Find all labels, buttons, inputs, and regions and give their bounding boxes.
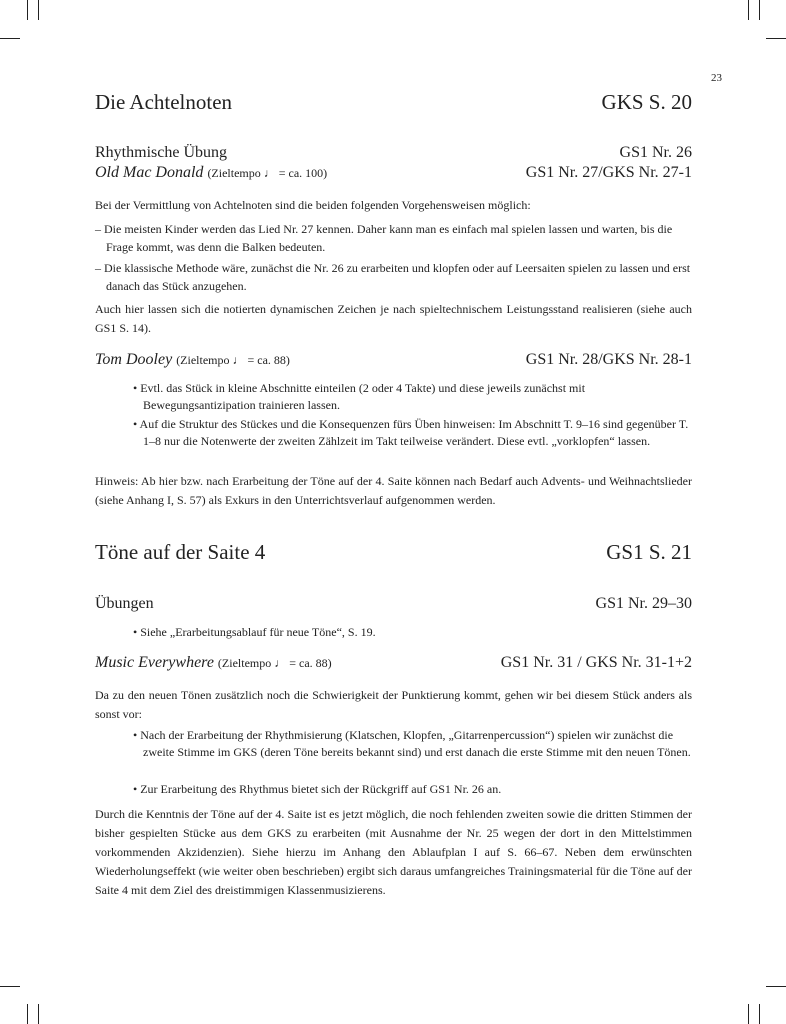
song1-tempo: (Zieltempo ♩ = ca. 100) bbox=[207, 166, 328, 180]
crop-mark-bottom-left-v1 bbox=[27, 1004, 28, 1024]
song2-bullet-2: • Auf die Struktur des Stückes und die Konsequenzen fürs Üben hinweisen: Im Abschnitt T. 9–16 sind gegenüber T. 1–8 nur die Notenwerte der zweiten Zählzeit im Takt teilweise verändert. Diese evtl. „vorklopfen“ lassen. bbox=[133, 417, 689, 448]
section2-intro: Da zu den neuen Tönen zusätzlich noch die Schwierigkeit der Punktierung kommt, gehen wir bei diesem Stück anders als sonst vor: bbox=[95, 688, 692, 721]
section2-exercise-label: Übungen bbox=[95, 595, 154, 612]
section1-ref: GKS S. 20 bbox=[601, 90, 692, 114]
section2-ref: GS1 S. 21 bbox=[606, 540, 692, 564]
crop-mark-bottom-right-v1 bbox=[748, 1004, 749, 1024]
crop-mark-bottom-left-h bbox=[0, 986, 20, 987]
section1-exercise-ref: GS1 Nr. 26 bbox=[619, 144, 692, 161]
crop-mark-top-right-h bbox=[766, 38, 786, 39]
section1-intro: Bei der Vermittlung von Achtelnoten sind die beiden folgenden Vorgehensweisen möglich: bbox=[95, 198, 531, 212]
song2-tempo: (Zieltempo ♩ = ca. 88) bbox=[176, 353, 290, 367]
crop-mark-top-right-v2 bbox=[759, 0, 760, 20]
crop-mark-top-left-h bbox=[0, 38, 20, 39]
song2-title: Tom Dooley bbox=[95, 351, 173, 368]
section1-hint: Hinweis: Ab hier bzw. nach Erarbeitung der Töne auf der 4. Saite können nach Bedarf auch Advents- und Weihnachtslieder (siehe Anhang I, S. 57) als Exkurs in den Unterrichtsverlauf aufgenommen werden. bbox=[95, 474, 692, 507]
dash-item-2: – Die klassische Methode wäre, zunächst die Nr. 26 zu erarbeiten und klopfen oder auf Leersaiten spielen zu lassen und erst danach das Stück anzugehen. bbox=[95, 261, 691, 293]
section2-closing: Durch die Kenntnis der Töne auf der 4. Saite ist es jetzt möglich, die noch fehlenden zweiten sowie die dritten Stimmen der bisher gespielten Stücke aus dem GKS zu erarbeiten (mit Ausnahme der Nr. 25 wegen der dort in den Mittelstimmen vorkommenden Akzidenzien). Siehe hierzu im Anhang den Ablaufplan I auf S. 66–67. Neben dem erwünschten Wiederholungseffekt (wie weiter oben beschrieben) ergibt sich daraus umfangreiches Trainingsmaterial für die Töne auf der Saite 4 mit dem Ziel des dreistimmigen Klassenmusizierens. bbox=[95, 807, 692, 897]
song3-tempo: (Zieltempo ♩ = ca. 88) bbox=[217, 656, 332, 670]
dash-item-1: – Die meisten Kinder werden das Lied Nr. 27 kennen. Daher kann man es einfach mal spielen lassen und warten, bis die Frage kommt, was denn die Balken bedeuten. bbox=[95, 222, 673, 254]
song3-ref: GS1 Nr. 31 / GKS Nr. 31-1+2 bbox=[500, 654, 692, 671]
section2-heading bbox=[95, 540, 692, 565]
crop-mark-top-left-v2 bbox=[38, 0, 39, 20]
section1-heading bbox=[95, 90, 692, 115]
song3-row bbox=[95, 654, 692, 672]
crop-mark-bottom-right-h bbox=[766, 986, 786, 987]
song3-bullet-2: • Zur Erarbeitung des Rhythmus bietet sich der Rückgriff auf GS1 Nr. 26 an. bbox=[133, 782, 502, 796]
section1-title: Die Achtelnoten bbox=[95, 90, 233, 114]
crop-mark-top-right-v1 bbox=[748, 0, 749, 20]
song3-title: Music Everywhere bbox=[95, 654, 214, 671]
section1-exercise-label: Rhythmische Übung bbox=[95, 144, 227, 161]
song1-ref: GS1 Nr. 27/GKS Nr. 27-1 bbox=[525, 164, 692, 181]
song1-row bbox=[95, 164, 692, 182]
section1-dynamics: Auch hier lassen sich die notierten dynamischen Zeichen je nach spieltechnischem Leistungsstand realisieren (siehe auch GS1 S. 14). bbox=[95, 302, 692, 335]
song3-bullet-1: • Nach der Erarbeitung der Rhythmisierung (Klatschen, Klopfen, „Gitarrenpercussion“) spielen wir zunächst die zweite Stimme im GKS (deren Töne bereits bekannt sind) und erst danach die erste Stimme mit den neuen Tönen. bbox=[133, 728, 691, 759]
crop-mark-bottom-right-v2 bbox=[759, 1004, 760, 1024]
song2-bullet-1: • Evtl. das Stück in kleine Abschnitte einteilen (2 oder 4 Takte) und diese jeweils zunächst mit Bewegungsantizipation trainieren lassen. bbox=[133, 381, 586, 412]
crop-mark-top-left-v1 bbox=[27, 0, 28, 20]
section2-exercise-bullet: • Siehe „Erarbeitungsablauf für neue Töne“, S. 19. bbox=[133, 625, 376, 639]
crop-mark-bottom-left-v2 bbox=[38, 1004, 39, 1024]
section2-exercise-ref: GS1 Nr. 29–30 bbox=[595, 595, 692, 612]
song2-row bbox=[95, 351, 692, 369]
song1-title: Old Mac Donald bbox=[95, 164, 204, 181]
section2-title: Töne auf der Saite 4 bbox=[95, 540, 266, 564]
page-number: 23 bbox=[711, 72, 722, 84]
song2-ref: GS1 Nr. 28/GKS Nr. 28-1 bbox=[525, 351, 692, 368]
section2-exercise-row bbox=[95, 595, 692, 613]
section1-exercise-row bbox=[95, 144, 692, 162]
